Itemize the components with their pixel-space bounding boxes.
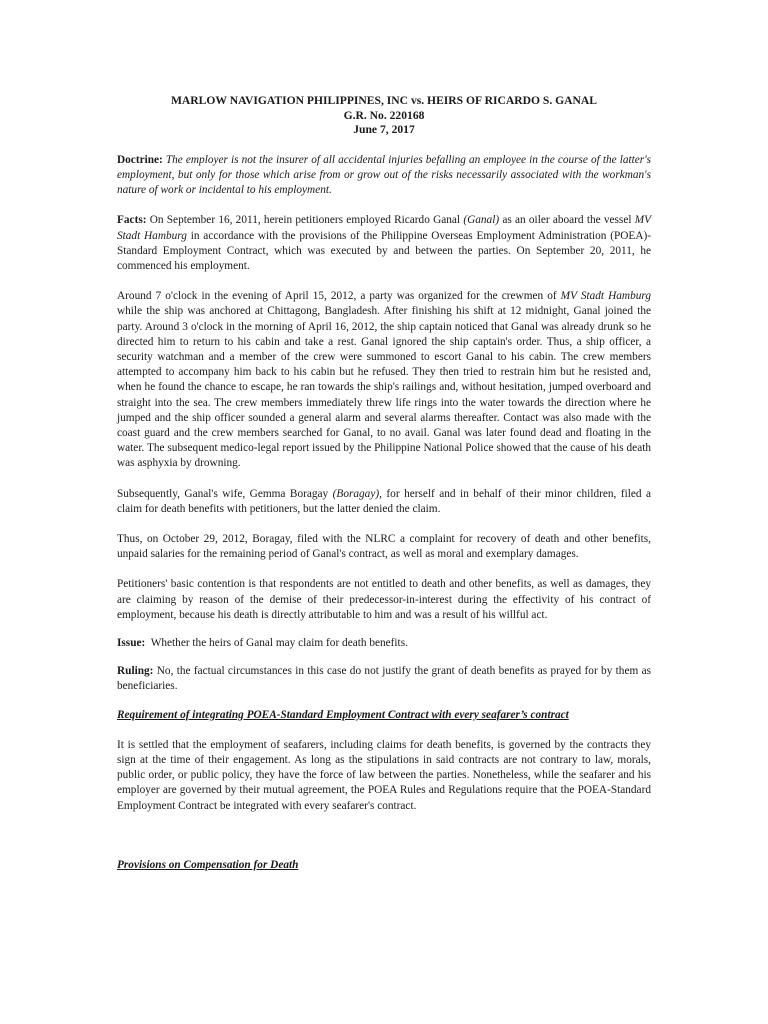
vessel-name: MV Stadt Hamburg — [560, 290, 651, 303]
doctrine-paragraph — [117, 153, 651, 199]
ruling-text: No, the factual circumstances in this case do not justify the grant of death benefits as prayed for by them as beneficiaries. — [117, 665, 652, 693]
facts-paragraph-5: Petitioners' basic contention is that respondents are not entitled to death and other benefits, as well as damages, they are claiming by reason of the demise of their predecessor-in-interest during the effectivity of his contract of employment, because his death is directly attributable to him and was a result of his willful act. — [117, 578, 651, 621]
facts-paragraph-2 — [117, 289, 651, 471]
facts-paragraph-3 — [117, 487, 651, 517]
ruling-paragraph — [117, 664, 651, 694]
facts-text: Around 7 o'clock in the evening of April 15, 2012, a party was organized for the crewmen of — [117, 290, 557, 303]
facts-text: while the ship was anchored at Chittagong, Bangladesh. After finishing his shift at 12 midnight, Ganal joined the party. Around 3 o'clock in the morning of April 16, 2012, the ship captain noticed that Ganal was already drunk so he directed him to return to his cabin and take a rest. Ganal ignored the ship captain's order. Thus, a ship officer, a security watchman and a member of the crew were summoned to escort Ganal to his cabin. The crew members attempted to accompany him back to his cabin but he refused. They then tried to restrain him but he resisted and, when he found the chance to escape, he ran towards the ship's railings and, without hesitation, jumped overboard and straight into the sea. The crew members immediately threw life rings into the water towards the direction where he jumped and the ship officer sounded a general alarm and several alarms thereafter. Contact was also made with the coast guard and the crew members searched for Ganal, to no avail. Ganal was later found dead and floating in the water. The subsequent medico-legal report issued by the Philippine National Police showed that the cause of his death was asphyxia by drowning. — [117, 305, 651, 470]
facts-text: as an oiler aboard the vessel — [502, 214, 632, 227]
doctrine-label: Doctrine: — [117, 153, 163, 166]
section-paragraph-poea: It is settled that the employment of seafarers, including claims for death benefits, is governed by the contracts they sign at the time of their engagement. As long as the stipulations in said contracts are not contrary to law, morals, public order, or public policy, they have the force of law between the parties. Nonetheless, while the seafarer and his employer are governed by their mutual agreement, the POEA Rules and Regulations require that the POEA-Standard Employment Contract be integrated with every seafarer's contract. — [117, 738, 651, 812]
issue-label: Issue: — [117, 637, 146, 650]
issue-text: Whether the heirs of Ganal may claim for death benefits. — [150, 637, 408, 650]
section-heading-poea — [117, 708, 651, 723]
facts-text: Subsequently, Ganal's wife, Gemma Boragay — [117, 487, 329, 500]
facts-text: in accordance with the provisions of the Philippine Overseas Employment Administration (POEA)-Standard Employment Contract, which was executed by and between the parties. On September 20, 2011, he commenced his employment. — [117, 229, 652, 272]
section-heading-text: Requirement of integrating POEA-Standard Employment Contract with every seafarer’s contract — [117, 708, 569, 721]
vessel-name: MV Stadt Hamburg — [117, 214, 652, 242]
facts-text: for herself and in behalf of their minor children, filed a claim for death benefits with petitioners, but the latter denied the claim. — [117, 487, 652, 515]
section-heading-text: Provisions on Compensation for Death — [117, 858, 299, 871]
case-title: MARLOW NAVIGATION PHILIPPINES, INC vs. HEIRS OF RICARDO S. GANAL — [170, 94, 598, 107]
section-heading-compensation — [117, 858, 651, 873]
facts-paragraph-4: Thus, on October 29, 2012, Boragay, filed with the NLRC a complaint for recovery of death and other benefits, unpaid salaries for the remaining period of Ganal's contract, as well as moral and exemplary damages. — [117, 533, 651, 561]
facts-label: Facts: — [117, 214, 147, 227]
ruling-label: Ruling: — [117, 665, 154, 678]
issue-paragraph — [117, 636, 651, 651]
case-gr-number: G.R. No. 220168 — [343, 108, 425, 122]
facts-italic: (Ganal) — [463, 214, 500, 227]
document-body — [117, 94, 651, 873]
case-date: June 7, 2017 — [353, 123, 415, 137]
doctrine-text: The employer is not the insurer of all accidental injuries befalling an employee in the course of the latter's employment, but only for those which arise from or grow out of the risks necessarily associated with the workman's nature of work or incidental to his employment. — [117, 153, 652, 197]
facts-text: On September 16, 2011, herein petitioners employed Ricardo Ganal — [149, 214, 461, 227]
facts-italic: (Boragay), — [332, 487, 382, 500]
facts-paragraph-1 — [117, 213, 651, 274]
